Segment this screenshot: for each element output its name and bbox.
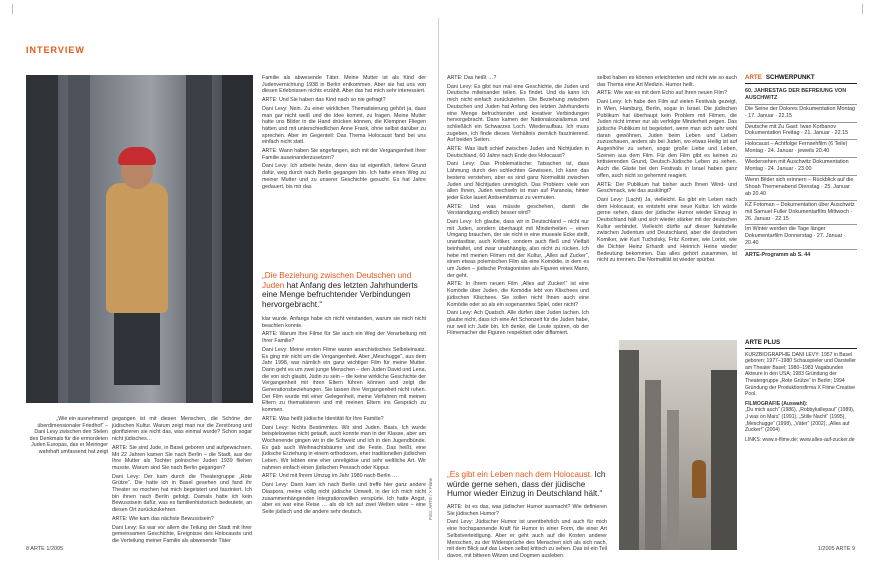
- paragraph: Dani Levy: Nichts Bestimmtes. Wir sind Juden. Basis. Ich wurde beispielsweise nicht getauft, auch konnte man in der Klasse, aber am Wochenende gingen wir in die Schweiz und ich in den Jugendbünde. Es gab auch Weihnachtsbäume und die Feste. Das heißt, eine jüdische Erziehung in einem orthodoxen, eher traditionellen jüdischen Leben. Wir lebten eine eher unreligiöse und sehr weltliche Art. Wir nahmen einfach einen jüdischen Pessach oder Kippur.: [262, 424, 426, 471]
- paragraph: ARTE: Wie war es mit dem Echo auf Ihren neuen Film?: [597, 90, 728, 97]
- sidebar-schwerpunkt: [745, 75, 857, 259]
- sidebar-item-detail: Wenn Bilder sich erinnern – Rückblick auf die Shoah Themenabend Dienstag · 25. Januar ab 20.40: [745, 176, 854, 197]
- page-footer-left: 8 ARTE 1/2005: [26, 546, 64, 552]
- person-jacket: [106, 183, 168, 313]
- paragraph: Dani Levy: Es war vor allem die Teilung der Stadt mit ihrer gemeinsamen Geschichte, Ereignisse des Holocausts und die Verteilung meiner Familie als abwesende Täter: [112, 524, 252, 544]
- paragraph: ARTE: Das heißt …?: [447, 75, 497, 81]
- paragraph: klar wurde. Anfangs habe ich nicht verstanden, warum sie mich nicht beachten konnte.: [262, 316, 426, 329]
- paragraph: Dani Levy: Meine ersten Filme waren anarchistisches Selbsteinsatz. Es ging mir nicht um die Vergangenheit. Aber „Meschugge“, aus dem Jahr 1998, war nämlich ein ganz wichtiger Film für meine Mutter. Darin geht es um zwei junge Menschen – den Juden David und Lena, die von sich glaubt, Jüdin zu sein – die keine wirkliche Geschichte der Vergangenheit mit ihren Eltern führen können und zeigt die Generationsbeziehungen. Sie lassen ihre Vergangenheit nicht ruhen. Der Film wurde mit einer Gelegenheit, meine Verfahren mit meinen Eltern zu thematisieren und mit meinen Eltern ins Gespräch zu kommen.: [262, 346, 426, 414]
- paragraph: Dani Levy: Nein. Zu einer wirklichen Thematisierung gehört ja, dass man gar nicht weiß und die Idee kommt, zu fragen. Meine Mutter hatte uns Bilder in die Hand drücken können, die Klempner Fliegen hätten und mit unterschiedlichen Anne Frank, ohne selbst darüber zu sprechen. Aber im Gegenteil: Das Thema Holocaust fand bei uns einfach nicht statt.: [262, 105, 426, 146]
- person-legs: [114, 311, 160, 385]
- paragraph: gegangen ist mit diesen Menschen, die Schöne der jüdischen Kultur. Warum zeigt man nur die Zerstörung und glorifizieren sie nicht das, was einmal wurde? Schon sogar nicht jüdisches…: [112, 416, 252, 443]
- column-b: [597, 75, 737, 333]
- paragraph: Dani Levy: Das Problematische: Tatsachen ist, dass Lähmung durch den schlechten Gewissen. Ich kann das bestens verstehen, aber es sind ganz Normalität zwischen Juden und Nichtjuden unmöglich. Das Problem: viele von allen Ihnen, Juden wechseln ist man auf Paranoia, hinter jeder Ecke lauert Antisemitismus zu vermuten.: [447, 161, 589, 201]
- sidebar-heading: [745, 75, 857, 84]
- column-a-bottom: [447, 504, 607, 559]
- paragraph: ARTE: Warum Ihre Filme für Sie auch ein Weg der Verarbeitung mit Ihrer Familie?: [262, 331, 426, 345]
- paragraph: selbst haben es können erleichterten und nicht wie so auch das Thema eine Art Medizin. Humor heilt.: [597, 75, 737, 88]
- sidebar-arte-label: ARTE: [745, 74, 762, 81]
- photo-man-in-memorial: [26, 75, 253, 403]
- paragraph: Dani Levy: Ach Quatsch. Alle dürfen über Juden lachen. Ich glaube nicht, dass ich eine Art Schonzeit für die Juden habe, nur weil ich Jude bin. Ich denke, die Leute spüren, ob der Filmemacher die Figuren respektiert oder diffamiert.: [447, 310, 589, 337]
- paragraph: ARTE: Und was müsste geschehen, damit die Verständigung endlich besser wird?: [447, 203, 589, 217]
- paragraph: Dani Levy: Ich glaube, dass wir in Deutschland – nicht nur mit Juden, sondern überhaupt mit Minderheiten – einen Umgang brauchen, der sie nicht in eine museale Ecke stellt, unantastbar, auch Kritiker, sondern auch fließ und Vielfalt beinhaltet, und zwar unabhängig, also nicht zu rücken. Ich hebe mit meinen Filmen mit der Kultur, „Alles auf Zucker“, einen etwas polemischen Film als eine Komödie, in dem es um Juden – jüdische Protagonisten als Figuren eines Mann, der geht.: [447, 219, 589, 279]
- column-left-bottom: [112, 416, 252, 547]
- sidebar-item: [745, 176, 857, 201]
- filmography-list: „Du mich auch“ (1986), „Robbykallepaul“ (1989), „I was on Mars“ (1991), „Stille Nacht“ (1995), „Meschugge“ (1998), „Väter“ (2002), „Alles auf Zucker!“ (2004): [745, 407, 855, 434]
- paragraph: ARTE: In Ihrem neuen Film „Alles auf Zucker!“ ist eine Komödie über Juden, die Komödie lebt von Klischees und jüdischen Klischees. Sie sollen nicht Ihnen auch eine Komödie oder so als ein sogenanntes Spiel, oder nicht?: [447, 281, 589, 308]
- paragraph: ARTE: Sie sind Jude, in Basel geboren und aufgewachsen. Mit 22 Jahren kamen Sie nach Berlin – die Stadt, aus der Ihre Mutter als Tochter polnischer Juden 1939 fliehen musste. Warum sind Sie nach Berlin gegangen?: [112, 444, 252, 471]
- sidebar-item: [745, 105, 857, 123]
- page-footer-right: 1/2005 ARTE 9: [817, 546, 855, 552]
- photo-credit: Foto: ARTE / X Filme: [428, 477, 433, 520]
- column-right-top: [262, 75, 426, 265]
- paragraph: ARTE: Der Publikum hat bisher auch Ihnen Wind- und Geschmack, wie das ausklingt?: [597, 181, 737, 195]
- sidebar-item: [745, 140, 857, 158]
- column-a: [447, 75, 589, 465]
- sidebar-item-detail: Wiedersehen mit Auschwitz Dokumentation Montag · 24. Januar · 23.00: [745, 159, 849, 173]
- paragraph: ARTE: Und mit Ihrem Umzug im Jahr 1980 nach Berlin …: [262, 473, 398, 480]
- column-right-bottom: [262, 316, 426, 542]
- sidebar-reference: ARTE-Programm ab S. 44: [745, 252, 811, 259]
- pull-quote: [262, 271, 428, 309]
- paragraph: Dani Levy: Dann kam ich nach Berlin und treffe hier ganz andere Diaspora, meine völlig nicht jüdische Umwelt, in der ich mich nicht zusammenhängenden Integrationswillen verspürte. Ich hatte Angst, aber es war eine Reise … als ob ich auf zwei Welten wäre – eine Seite jüdisch und die andere sehr deutsch.: [262, 482, 426, 515]
- paragraph: Dani Levy: Es gibt nun mal eine Geschichte, die Juden und Deutsche miteinander teilen. Es findet. Und da kann ich mich nicht einfach zurückziehen. Die Beziehung zwischen Deutschen und Juden hat Anfang des letzten Jahrhunderts eine Menge befruchtender und kreativer Verbindungen hervorgebracht. Dann kamen der Nationalsozialismus und schließlich ein Schwarzes Loch. Wiederaufbau. Ich muss zugeben, ich finde dieses Verhältnis ziemlich faszinierend. Auf beiden Seiten.: [447, 83, 589, 144]
- sidebar-item-detail: KZ Fotoman – Dokumentation über Auschwitz mit Samuel Fuller Dokumentarfilm Mittwoch · 26. Januar · 22.15: [745, 201, 855, 222]
- paragraph: Dani Levy: Ich habe den Film auf vielen Festivals gezeigt, in Wien, Hamburg, Berlin, sogar in Israel. Die jüdischen Publikum hat überhaupt kein Problem mit Filmen, die Juden nicht immer nur als verfolgte Minderheit zeigen. Das jüdische Publikum ist begeistert, wenn man sich sehr wohl daran gewöhnen, Juden beim Leben und Lieben zuzuschauen, anders als bei Juden, wo etwas Heilig ist auf Augenhöhe zu sehen, sogar große Liebe und Leben, Szenen aus dem Film. Für den Film gibt es keinen zu kritisierenden Grund, Deutsch-Jüdische Leben zu sehen. Auch die Gäste bei den Festivals in Israel haben ganz offen, auch nicht so gehemmt reagiert.: [597, 99, 737, 179]
- right-page: [438, 18, 865, 560]
- sidebar-title: SCHWERPUNKT: [765, 74, 815, 81]
- paragraph: Dani Levy: Jüdischer Humor ist unentbehrlich und auch für mich eine hochspannende Kraft für Humor in einer Form, die einer Art Selbstverteidigung. Aber er geht auch auf die Kosten anderer Menschen, zu der Widersprüche des Menschen sich als sich nach, mit dem Blick auf das Leben selbst kritisch zu sehen. Das ist ein Teil davon, mit bitteren Witzen und Dogmen ausleben.: [447, 519, 607, 559]
- paragraph: Dani Levy: (Lacht) Ja, vielleicht. Es gibt ein Leben nach dem Holocaust, es entsteht eine neue Kultur. Ich würde gerne sehen, dass der jüdische Humor wieder Einzug in Deutschland hält und sich wieder stärker mit der deutschen Kultur verbindet. Vielleicht dürfte auf dieser Nahtstelle zwischen Judentum und Deutschland, aber die deutschen Komiker, wie Kurt Tucholsky, Fritz Kortner, wie Loriot, wie die Dichter Heinz Erhardt und Heinrich Heine wieder Bedeutung bekommen. Das alles gehört zusammen, ist nicht zu trennen. Die Normalität ist wieder spürbar.: [597, 196, 737, 264]
- pull-quote-text: Ich würde gerne sehen, dass der jüdische Humor wieder Einzug in Deutschland hält.“: [447, 470, 606, 499]
- red-knit-cap: [118, 147, 156, 165]
- pull-quote-highlight: „Die Beziehung zwischen Deutschen und Juden: [262, 271, 412, 290]
- paragraph: ARTE: Und Sie haben das Kind nach so nie gefragt?: [262, 97, 386, 104]
- arte-plus-heading: ARTE PLUS: [745, 340, 857, 349]
- arte-plus-bio: KURZBIOGRAPHIE DANI LEVY: 1957 in Basel geboren; 1977–1980 Schauspieler und Darsteller am Theater Basel; 1980–1983 Vagabunden Akteure in den USA; 1983 Gründung der Theatergruppe „Rote Grütze“ in Berlin; 1994 Gründung der Produktionsfirma X Filme Creative Pool.: [745, 351, 857, 398]
- arte-plus-links: LINKS: www.x-filme.de; www.alles-auf-zucker.de: [745, 436, 855, 443]
- sidebar-item: [745, 123, 857, 141]
- paragraph: ARTE: Was heißt jüdische Identität für Ihre Familie?: [262, 415, 384, 422]
- person-figure: [692, 460, 706, 498]
- pull-quote-text: hat Anfang des letzten Jahrhunderts eine Menge befruchtender Verbindungen hervorgebracht.“: [262, 280, 418, 309]
- paragraph: ARTE: Wann haben Sie angefangen, sich mit der Vergangenheit Ihrer Familie auseinanderzusetzen?: [262, 148, 426, 161]
- filmography-heading: FILMOGRAFIE (Auswahl):: [745, 400, 808, 407]
- sidebar-item-detail: Deutsche mit Zu Gast: Iwan Korbanov Dokumentation Freitag · 21. Januar · 22.15: [745, 123, 849, 137]
- left-page: [12, 18, 439, 560]
- sidebar-item: [745, 158, 857, 176]
- photo-caption: „Wie ein ausnehmend überdimensionaler Friedhof“ – Dani Levy zwischen den Stelen des Denkmals für die ermordeten Juden Europas, das er Meiringer wahrhaft umfassend hat zeigt: [29, 416, 108, 455]
- pull-quote-highlight: „Es gibt ein Leben nach dem Holocaust.: [447, 470, 593, 479]
- section-label: INTERVIEW: [26, 45, 85, 55]
- paragraph: ARTE: Ist es das, was jüdischer Humor ausmacht? Wie definieren Sie jüdischen Humor?: [447, 504, 607, 517]
- photo-memorial-figure: [619, 340, 737, 550]
- crop-mark: [12, 4, 13, 14]
- pull-quote: [447, 470, 607, 499]
- crop-mark: [862, 4, 863, 14]
- sidebar-item-detail: Die Seine der Dolores Dokumentation Montag · 17. Januar · 22.15: [745, 105, 855, 119]
- sidebar-item: [745, 201, 857, 226]
- sidebar-item-detail: Holocaust – Achtfolge Fernsehfilm (6 Teile) Montag · 24. Januar · jeweils 20.40: [745, 141, 848, 155]
- sidebar-arte-plus: [745, 340, 857, 443]
- sidebar-item-title: 60. JAHRESTAG DER BEFREIUNG VON AUSCHWITZ: [745, 87, 847, 101]
- paragraph: ARTE: Wie kam das nächste Bewusstsein?: [112, 515, 214, 522]
- sidebar-item: [745, 87, 857, 105]
- sidebar-item-detail: Im Winter werden die Tage länger Dokumentarfilm Donnerstag · 27. Januar · 20.40: [745, 226, 846, 247]
- paragraph: Dani Levy: Ich arbeite heute, denn das ist eigentlich, tiefere Grund dafür, weg durch nach Berlin gegangen bin. Ich hatte einen Weg zu meiner Mutter und zu unserer Geschichte gesucht. Es hat Jahre gedauert, bis mir das: [262, 163, 426, 190]
- sidebar-item: [745, 225, 857, 250]
- paragraph: Familie als abwesende Täter. Meine Mutter ist als Kind der Judenvernichtung 1938 in Berlin entkommen. Aber sie hat uns von diesen Erlebnissen nichts erzählt. Aber das hat mich sehr interessiert.: [262, 75, 426, 95]
- paragraph: ARTE: Was läuft schief zwischen Juden und Nichtjuden in Deutschland, 60 Jahre nach Ende des Holocaust?: [447, 146, 589, 159]
- paragraph: Dani Levy: Der kam durch die Theatergruppe „Rote Grütze“. Die hatte ich in Basel gesehen und fand ihr Theater so mochen hat mich begeistert und fasziniert. Ich bin ihnen nach Berlin gefolgt. Damals hatte ich kein Bewusstsein dafür, was es familienhistorisch bedeutete, an diesen Ort zurückzukehren.: [112, 473, 252, 514]
